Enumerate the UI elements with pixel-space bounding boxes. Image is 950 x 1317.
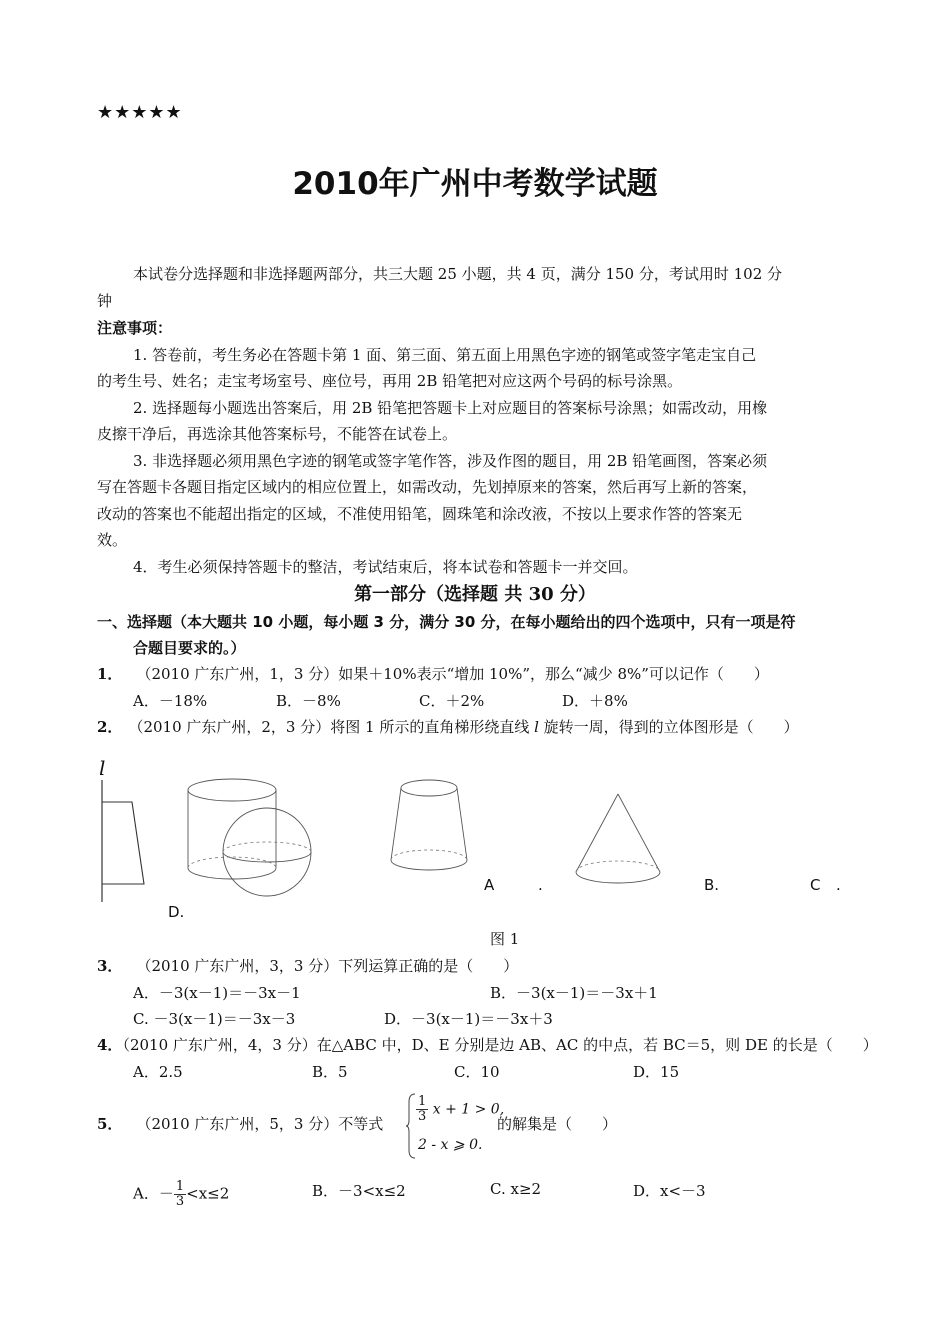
q4-option-c: C．10: [454, 1063, 500, 1081]
q4-option-a: A．2.5: [133, 1063, 183, 1081]
q3-option-a: A．－3(x－1)＝－3x－1: [133, 984, 301, 1002]
cone-option-c: [570, 792, 670, 892]
q1-option-d: D．＋8%: [562, 692, 628, 710]
intro-line-1: 本试卷分选择题和非选择题两部分，共三大题 25 小题，共 4 页，满分 150 分，考试用时 102 分: [133, 265, 783, 283]
q4-option-d: D．15: [633, 1063, 680, 1081]
part-one-intro-1: 一、选择题（本大题共 10 小题，每小题 3 分，满分 30 分，在每小题给出的四个选项中，只有一项是符: [97, 613, 796, 631]
q5-option-d: D．x<－3: [633, 1182, 706, 1200]
page-title: 2010年广州中考数学试题: [292, 166, 658, 202]
q3-option-b: B．－3(x－1)＝－3x＋1: [490, 984, 658, 1002]
notice-3-line-4: 效。: [97, 531, 128, 549]
star-rating: ★★★★★: [97, 102, 183, 123]
figure-option-a-label: A: [484, 876, 495, 894]
notice-1-line-1: 1. 答卷前，考生务必在答题卡第 1 面、第三面、第五面上用黑色字迹的钢笔或签字笔走宝自己: [133, 346, 757, 364]
section-heading: 第一部分（选择题 共 30 分）: [354, 584, 596, 605]
notice-1-line-2: 的考生号、姓名；走宝考场室号、座位号，再用 2B 铅笔把对应这两个号码的标号涂黑。: [97, 372, 683, 390]
q1-option-b: B．－8%: [276, 692, 341, 710]
figure-option-b-label: B.: [704, 876, 720, 894]
figure-option-c-dot: .: [836, 876, 841, 894]
question-5-suffix: 的解集是（ ）: [497, 1115, 618, 1133]
q3-option-c: C. －3(x－1)＝－3x－3: [133, 1010, 296, 1028]
figure-option-c-label: C: [810, 876, 821, 894]
q4-option-b: B．5: [312, 1063, 348, 1081]
inequality-line-1: $\frac{1}{3}$ x + 1 > 0,: [418, 1094, 505, 1124]
question-4: 4．（2010 广东广州，4，3 分）在△ABC 中，D、E 分别是边 AB、AC 的中点，若 BC＝5，则 DE 的长是（ ）: [97, 1036, 878, 1054]
figure-option-d-label: D.: [168, 903, 185, 921]
q1-option-c: C．＋2%: [419, 692, 485, 710]
intro-line-2: 钟: [97, 292, 113, 310]
q5-option-a: A．－ $\frac{1}{3}$ <x≤2: [133, 1179, 230, 1209]
notice-heading: 注意事项：: [97, 319, 173, 337]
q5-option-c: C. x≥2: [490, 1180, 542, 1198]
notice-2-line-1: 2. 选择题每小题选出答案后，用 2B 铅笔把答题卡上对应题目的答案标号涂黑；如需改动，用橡: [133, 399, 768, 417]
notice-3-line-1: 3. 非选择题必须用黑色字迹的钢笔或签字笔作答，涉及作图的题目，用 2B 铅笔画图，答案必须: [133, 452, 768, 470]
q1-option-a: A．－18%: [133, 692, 208, 710]
notice-3-line-2: 写在答题卡各题目指定区域内的相应位置上，如需改动，先划掉原来的答案，然后再写上新的答案，: [97, 478, 758, 496]
part-one-intro-2: 合题目要求的。）: [133, 639, 246, 657]
question-1: 1． （2010 广东广州，1，3 分）如果＋10%表示“增加 10%”，那么“减少 8%”可以记作（ ）: [97, 665, 769, 683]
notice-4-line-1: 4．考生必须保持答题卡的整洁，考试结束后，将本试卷和答题卡一并交回。: [133, 558, 638, 576]
inequality-line-2: 2 - x ⩾ 0.: [418, 1137, 483, 1153]
q3-option-d: D．－3(x－1)＝－3x＋3: [384, 1010, 553, 1028]
figure-option-a-dot: .: [538, 876, 543, 894]
trapezoid-figure: [96, 780, 156, 905]
figure-caption: 图 1: [490, 930, 520, 948]
question-3: 3． （2010 广东广州，3，3 分）下列运算正确的是（ ）: [97, 957, 519, 975]
axis-label-l: l: [99, 756, 106, 780]
question-2: 2． （2010 广东广州，2，3 分）将图 1 所示的直角梯形绕直线 l 旋转一周，得到的立体图形是（ ）: [97, 718, 799, 736]
notice-2-line-2: 皮擦干净后，再选涂其他答案标号，不能答在试卷上。: [97, 425, 458, 443]
question-5: 5． （2010 广东广州，5，3 分）不等式: [97, 1115, 384, 1133]
frustum-option-b: [385, 776, 475, 876]
notice-3-line-3: 改动的答案也不能超出指定的区域，不准使用铅笔，圆珠笔和涂改液，不按以上要求作答的答案无: [97, 505, 743, 523]
q5-option-b: B．－3<x≤2: [312, 1182, 406, 1200]
cylinder-with-sphere-option-a: [185, 770, 320, 900]
